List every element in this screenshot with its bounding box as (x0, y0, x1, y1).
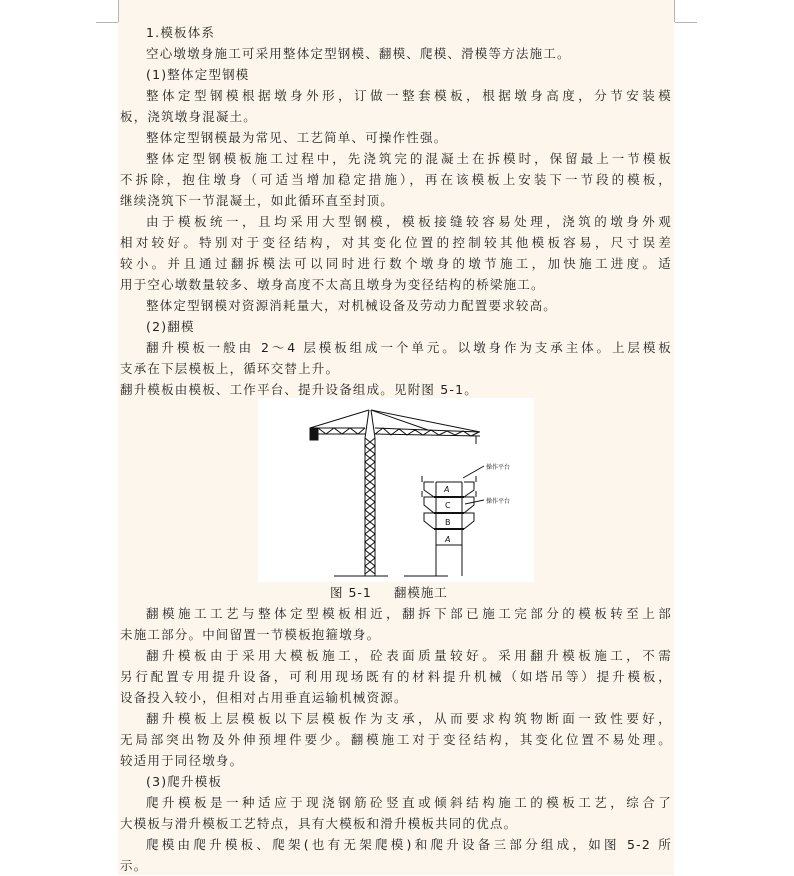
paragraph-line: 翻升模板上层模板以下层模板作为支承，从而要求构筑物断面一致性要好， (146, 711, 672, 726)
working-platform (424, 497, 434, 513)
counter-jib-tie (310, 410, 369, 428)
subsection-heading: (1)整体定型钢模 (146, 67, 250, 82)
paragraph-line: 大模板与滑升模板工艺特点，具有大模板和滑升模板共同的优点。 (120, 816, 518, 831)
section-heading: 1.模板体系 (146, 25, 216, 40)
tower-crane-diagram (258, 398, 534, 582)
figure-title: 翻模施工 (393, 585, 448, 600)
paragraph-line: 相对较好。特别对于变径结构，对其变化位置的控制较其他模板容易，尺寸误差 (120, 235, 672, 250)
figure-climbing-formwork (258, 398, 534, 582)
paragraph-line: 未施工部分。中间留置一节模板抱箍墩身。 (120, 627, 381, 642)
label-leader (463, 466, 484, 478)
paragraph-line: 空心墩墩身施工可采用整体定型钢模、翻模、爬模、滑模等方法施工。 (146, 46, 571, 61)
paragraph-line: 用于空心墩数量较多、墩身高度不太高且墩身为变径结构的桥梁施工。 (120, 277, 545, 292)
paragraph-line: 较适用于同径墩身。 (120, 753, 244, 768)
section-label: B (445, 518, 451, 527)
crop-mark-top-right (675, 22, 697, 23)
paragraph-line: 整体定型钢模根据墩身外形，订做一整套模板，根据墩身高度，分节安装模 (146, 88, 672, 103)
paragraph-line: 整体定型钢模板施工过程中，先浇筑完的混凝土在拆模时，保留最上一节模板 (146, 151, 672, 166)
paragraph-line: 翻模施工工艺与整体定型模板相近，翻拆下部已施工完部分的模板转至上部 (146, 606, 672, 621)
crop-mark-top-right (674, 0, 675, 22)
section-label: A (445, 535, 451, 544)
crane-tower-top (371, 410, 375, 438)
paragraph-line: 较小。并且通过翻拆模法可以同时进行数个墩身的墩节施工，加快施工进度。适 (120, 256, 672, 271)
paragraph-line: 不拆除，抱住墩身（可适当增加稳定措施），再在该模板上安装下一节段的模板， (120, 172, 672, 187)
crane-tower-top (365, 410, 369, 438)
crane-mast-lattice (365, 438, 375, 574)
paragraph-line: 爬升模板是一种适应于现浇钢筋砼竖直或倾斜结构施工的模板工艺，综合了 (146, 795, 672, 810)
paragraph-line: 翻升模板一般由 2～4 层模板组成一个单元。以墩身作为支承主体。上层模板 (146, 340, 672, 355)
paragraph-line: 由于模板统一，且均采用大型钢模，模板接缝较容易处理，浇筑的墩身外观 (146, 214, 672, 229)
paragraph-line: 翻升模板由于采用大模板施工，砼表面质量较好。采用翻升模板施工，不需 (146, 648, 672, 663)
figure-number: 图 5-1 (330, 585, 372, 600)
paragraph-line: 示。 (120, 858, 148, 873)
working-platform (424, 482, 434, 497)
crop-mark-top-left (118, 0, 119, 22)
paragraph-line: 继续浇筑下一节混凝土，如此循环直至封顶。 (120, 193, 395, 208)
section-label: C (445, 501, 451, 510)
paragraph-line: 无局部突出物及外伸预埋件要少。翻模施工对于变径结构，其变化位置不易处理。 (120, 732, 672, 747)
counterweight (310, 428, 318, 440)
working-platform (424, 513, 434, 529)
platform-label: 操作平台 (486, 498, 511, 505)
subsection-heading: (2)翻模 (146, 319, 195, 334)
platform-label: 操作平台 (486, 464, 511, 471)
figure-caption (330, 584, 470, 602)
paragraph-line: 另行配置专用提升设备，可利用现场既有的材料提升机械（如塔吊等）提升模板， (120, 669, 672, 684)
paragraph-line: 支承在下层模板上，循环交替上升。 (120, 361, 340, 376)
paragraph-line: 整体定型钢模最为常见、工艺简单、可操作性强。 (146, 130, 448, 145)
paragraph-line: 设备投入较小，但相对占用垂直运输机械资源。 (120, 690, 408, 705)
paragraph-line: 板，浇筑墩身混凝土。 (120, 109, 258, 124)
working-platform (464, 482, 474, 497)
paragraph-line: 爬模由爬升模板、爬架(也有无架爬模)和爬升设备三部分组成，如图 5-2 所 (146, 837, 672, 852)
crop-mark-top-left (96, 22, 118, 23)
section-label: A (444, 485, 450, 494)
subsection-heading: (3)爬升模板 (146, 774, 223, 789)
working-platform (464, 513, 474, 529)
paragraph-line: 整体定型钢模对资源消耗量大，对机械设备及劳动力配置要求较高。 (146, 298, 558, 313)
working-platform (464, 497, 474, 513)
paragraph-line: 翻升模板由模板、工作平台、提升设备组成。见附图 5-1。 (120, 382, 478, 397)
